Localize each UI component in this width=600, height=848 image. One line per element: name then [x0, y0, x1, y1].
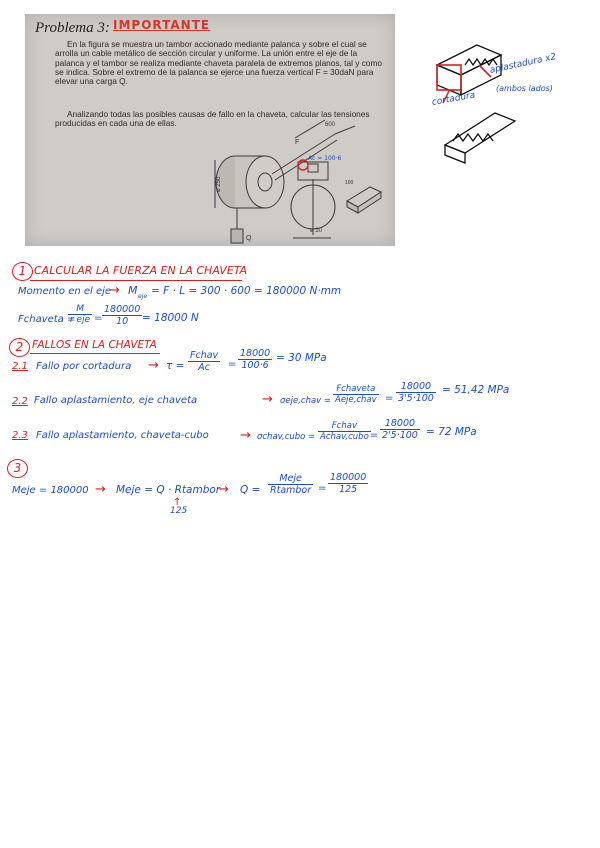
step-2-number: 2: [9, 338, 30, 357]
fch-result: = 18000 N: [142, 312, 199, 324]
step-2-underline: [30, 353, 160, 354]
r-value: 125: [170, 506, 188, 516]
problem-figure: [25, 14, 395, 246]
arrow-icon: →: [109, 283, 120, 298]
important-note: IMPORTANTE: [113, 18, 211, 32]
s22-number: 2.2: [12, 396, 28, 407]
s23-frac-2-num: 18000: [380, 418, 420, 430]
s22-frac-1: [333, 384, 379, 405]
s23-frac-2-den: 2'5·100: [382, 430, 418, 441]
fch-frac-2: [102, 304, 142, 327]
problem-paragraph-2: Analizando todas las posibles causas de fallo en la chaveta, calcular las tensiones producidas en cada una de ellas.: [55, 109, 370, 129]
arrow-icon: →: [262, 392, 273, 407]
problem-title: Problema 3:: [35, 20, 110, 36]
fch-label: Fchaveta =: [18, 314, 76, 325]
fch-frac-1: [68, 304, 92, 325]
fch-frac-2-den: 10: [116, 316, 129, 327]
s21-frac-1-den: Ac: [198, 362, 210, 373]
meje-value: Meje = 180000: [12, 485, 89, 496]
moment-sub: eje: [138, 293, 148, 300]
s21-frac-1-num: Fchav: [190, 350, 219, 361]
s23-result: = 72 MPa: [426, 426, 477, 438]
step-3-number: 3: [7, 459, 28, 478]
step-1-number: 1: [12, 262, 33, 281]
load-label: Q: [246, 235, 252, 242]
s21-number: 2.1: [12, 361, 28, 372]
eq-sign: =: [318, 483, 327, 494]
s23-sigma: σchav,cubo =: [257, 432, 316, 442]
s21-frac-2-den: 100·6: [241, 360, 269, 371]
s21-label: Fallo por cortadura: [36, 361, 132, 372]
arrow-icon: →: [148, 358, 159, 373]
moment-symbol: M: [128, 284, 138, 297]
fch-frac-1-den: r eje: [70, 315, 91, 325]
step-1-underline: [30, 280, 242, 281]
fch-frac-1-num: M: [68, 304, 92, 315]
diam-shaft-label: ø 20: [310, 228, 323, 234]
s22-frac-2-num: 18000: [396, 381, 436, 393]
q-frac-1-den: Rtambor: [270, 485, 312, 496]
eq-sign: =: [370, 430, 379, 441]
s21-frac-2-num: 18000: [240, 348, 271, 359]
eq-sign: =: [385, 393, 394, 404]
ac-note: Ac = 100·6: [308, 155, 342, 162]
arrow-icon: →: [218, 482, 229, 497]
s22-label: Fallo aplastamiento, eje chaveta: [34, 395, 198, 406]
step-1-heading: CALCULAR LA FUERZA EN LA CHAVETA: [34, 264, 248, 277]
s22-frac-1-num: Fchaveta: [333, 384, 379, 395]
force-label: F: [295, 139, 300, 146]
moment-label: Momento en el eje: [18, 286, 112, 297]
s21-frac-2: [238, 348, 272, 371]
sketch-label-cortadura: cortadura: [431, 90, 477, 108]
fch-frac-2-num: 180000: [104, 304, 141, 315]
q-frac-1: [268, 473, 313, 496]
s23-frac-1-num: Fchav: [318, 421, 371, 432]
s22-result: = 51,42 MPa: [442, 384, 510, 396]
key-len-label: 100: [345, 180, 354, 186]
eq-sign: =: [228, 359, 237, 370]
s23-frac-1: [318, 421, 371, 442]
meje-expr: Meje = Q · Rtambor: [116, 484, 221, 496]
s22-frac-2: [396, 381, 436, 404]
step-2-heading: FALLOS EN LA CHAVETA: [32, 339, 157, 351]
s22-frac-2-den: 3'5·100: [398, 393, 434, 404]
q-frac-2-num: 180000: [330, 472, 367, 483]
q-frac-1-num: Meje: [268, 473, 313, 485]
sketch-label-ambos: (ambos lados): [496, 84, 553, 93]
s22-frac-1-den: Aeje,chav: [335, 395, 377, 405]
q-frac-2: [328, 472, 368, 495]
problem-paragraph-1: En la figura se muestra un tambor accionado mediante palanca y sobre el cual se arrolla un cable metálico de sección circular y uniforme. La unión entre el eje de la palanca y el tambor se realiza mediante chaveta paralela de extremos planos, tal y como se indica. Sobre el extremo de la palanca se ejerce una fuerza vertical F = 30daN para elevar una carga Q.: [55, 39, 382, 87]
s21-frac-1: [188, 350, 220, 373]
problem-photo: [25, 14, 395, 246]
arrow-icon: →: [95, 482, 106, 497]
lever-length-label: 600: [325, 122, 336, 128]
up-arrow-icon: ↑: [173, 497, 182, 508]
arrow-icon: →: [240, 428, 251, 443]
s23-frac-2: [380, 418, 420, 441]
eq-sign: =: [94, 313, 103, 324]
s23-number: 2.3: [12, 430, 28, 441]
diam-drum-label: ø 250: [216, 176, 222, 192]
moment-rhs: = F · L = 300 · 600 = 180000 N·mm: [151, 285, 342, 297]
s21-tau: τ =: [166, 360, 185, 372]
sketch-label-aplastadura: aplastadura x2: [488, 52, 558, 76]
s23-label: Fallo aplastamiento, chaveta-cubo: [36, 430, 209, 441]
q-label: Q =: [240, 484, 261, 496]
q-frac-2-den: 125: [339, 484, 358, 495]
s22-sigma: σeje,chav =: [280, 396, 332, 406]
s21-result: = 30 MPa: [276, 352, 327, 364]
s23-frac-1-den: Achav,cubo: [320, 432, 369, 442]
